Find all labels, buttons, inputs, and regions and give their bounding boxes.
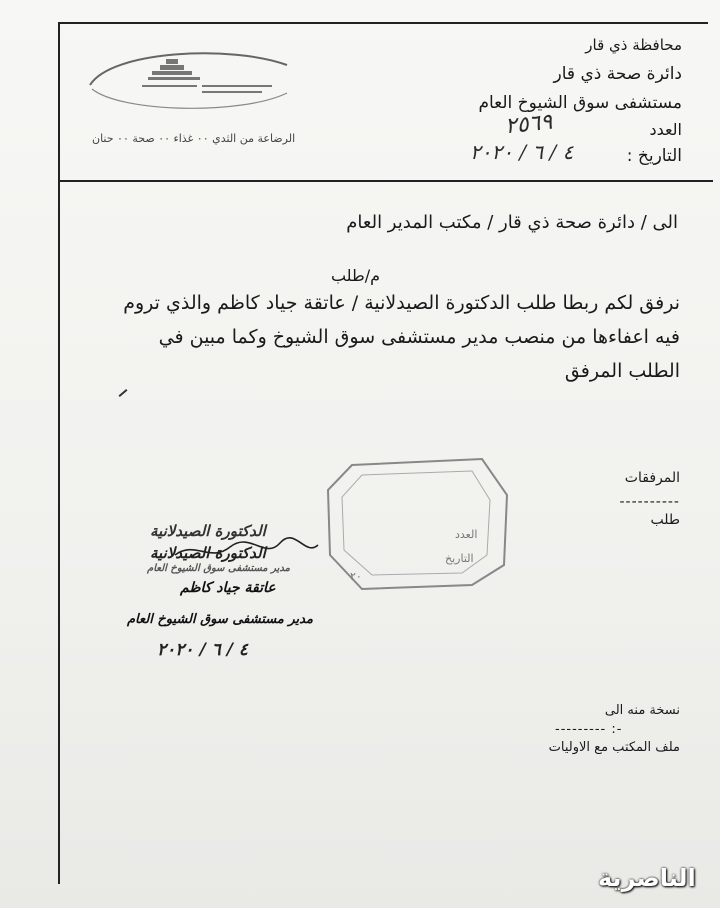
- letter-date: ٤ / ٦ / ٢٠٢٠: [470, 140, 574, 164]
- attachments-label: المرفقات: [624, 470, 680, 486]
- directorate-name: دائرة صحة ذي قار: [553, 64, 682, 84]
- subject-line: م/طلب: [330, 266, 380, 285]
- copy-to-divider: --------- :-: [555, 722, 623, 737]
- handwritten-signature: [170, 535, 320, 565]
- attachment-item: طلب: [650, 512, 680, 528]
- body-line-3: الطلب المرفق: [564, 360, 680, 382]
- attachments-divider: ----------: [619, 494, 680, 510]
- hospital-name: مستشفى سوق الشيوخ العام: [478, 93, 682, 113]
- stamp-date-label: التاريخ: [445, 552, 474, 565]
- signatory-name: عاتقة جياد كاظم: [180, 580, 276, 596]
- date-label: التاريخ :: [626, 146, 682, 166]
- signature-stamp-line-3: مدير مستشفى سوق الشيوخ العام: [147, 563, 291, 574]
- signature-date: ٤ / ٦ / ٢٠٢٠: [157, 640, 248, 660]
- number-label: العدد: [649, 120, 682, 139]
- copy-to-item: ملف المكتب مع الاوليات: [548, 740, 680, 755]
- stamp-number-label: العدد: [455, 528, 478, 541]
- copy-to-label: نسخة منه الى: [604, 703, 680, 718]
- ministry-logo: [82, 45, 292, 115]
- header-divider: [58, 180, 713, 182]
- governorate-name: محافظة ذي قار: [585, 36, 682, 54]
- site-watermark: الناصرية: [598, 864, 696, 892]
- reference-number: ٢٥٦٩: [503, 109, 554, 140]
- breastfeeding-slogan: الرضاعة من الثدي ٠٠ غذاء ٠٠ صحة ٠٠ حنان: [92, 132, 296, 145]
- stamp-year: ٢٠: [350, 570, 362, 583]
- recipient-line: الى / دائرة صحة ذي قار / مكتب المدير العام: [346, 212, 678, 233]
- body-line-2: فيه اعفاءها من منصب مدير مستشفى سوق الشيوخ وكما مبين في: [158, 326, 680, 348]
- signature-stamp-line-2: الدكتورة الصيدلانية: [150, 544, 266, 562]
- signatory-title: مدير مستشفى سوق الشيوخ العام: [127, 612, 313, 627]
- body-line-1: نرفق لكم ربطا طلب الدكتورة الصيدلانية / عاتقة جياد كاظم والذي تروم: [123, 292, 680, 314]
- signature-stamp-line-1: الدكتورة الصيدلانية: [150, 522, 266, 540]
